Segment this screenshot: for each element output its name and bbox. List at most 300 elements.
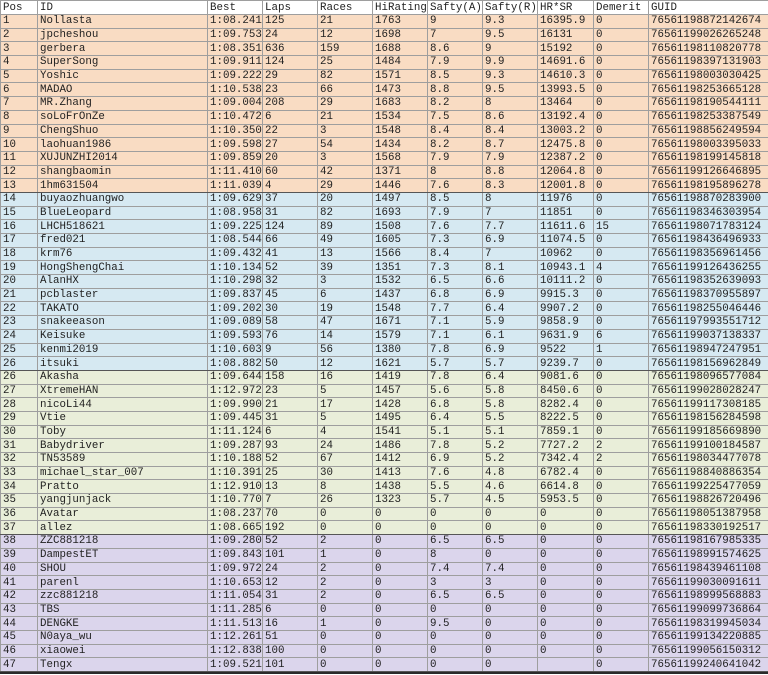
cell-saftya[interactable]: 0 xyxy=(428,603,483,617)
cell-guid[interactable]: 76561198370955897 xyxy=(649,288,768,302)
cell-laps[interactable]: 6 xyxy=(263,425,318,439)
cell-demerit[interactable]: 0 xyxy=(594,384,649,398)
cell-hirating[interactable]: 1671 xyxy=(373,316,428,330)
cell-guid[interactable]: 76561199185669890 xyxy=(649,425,768,439)
cell-guid[interactable]: 76561198840886354 xyxy=(649,466,768,480)
cell-pos[interactable]: 17 xyxy=(1,234,38,248)
cell-pos[interactable]: 35 xyxy=(1,494,38,508)
cell-demerit[interactable]: 0 xyxy=(594,521,649,535)
cell-demerit[interactable]: 6 xyxy=(594,329,649,343)
cell-laps[interactable]: 16 xyxy=(263,617,318,631)
cell-hrsr[interactable]: 7859.1 xyxy=(538,425,594,439)
cell-hrsr[interactable]: 11611.6 xyxy=(538,220,594,234)
cell-best[interactable]: 1:09.843 xyxy=(208,548,263,562)
cell-hirating[interactable]: 1486 xyxy=(373,439,428,453)
cell-saftya[interactable]: 8 xyxy=(428,165,483,179)
cell-saftyr[interactable]: 6.6 xyxy=(483,275,538,289)
cell-laps[interactable]: 101 xyxy=(263,548,318,562)
cell-best[interactable]: 1:08.237 xyxy=(208,507,263,521)
cell-saftya[interactable]: 8.5 xyxy=(428,192,483,206)
cell-saftyr[interactable]: 7 xyxy=(483,247,538,261)
column-header-best[interactable]: Best xyxy=(208,1,263,15)
cell-id[interactable]: TN53589 xyxy=(38,453,208,467)
cell-saftya[interactable]: 8 xyxy=(428,548,483,562)
cell-laps[interactable]: 6 xyxy=(263,110,318,124)
cell-hirating[interactable]: 1763 xyxy=(373,15,428,29)
cell-hrsr[interactable]: 12001.8 xyxy=(538,179,594,193)
cell-demerit[interactable]: 0 xyxy=(594,179,649,193)
cell-laps[interactable]: 30 xyxy=(263,302,318,316)
cell-best[interactable]: 1:10.350 xyxy=(208,124,263,138)
cell-saftyr[interactable]: 7.9 xyxy=(483,151,538,165)
cell-saftya[interactable]: 7.6 xyxy=(428,466,483,480)
cell-pos[interactable]: 43 xyxy=(1,603,38,617)
cell-saftyr[interactable]: 4.8 xyxy=(483,466,538,480)
cell-guid[interactable]: 76561198319945034 xyxy=(649,617,768,631)
cell-saftyr[interactable]: 6.9 xyxy=(483,234,538,248)
cell-hrsr[interactable]: 10962 xyxy=(538,247,594,261)
cell-best[interactable]: 1:11.513 xyxy=(208,617,263,631)
column-header-saftya[interactable]: Safty(A) xyxy=(428,1,483,15)
cell-guid[interactable]: 76561198003030425 xyxy=(649,69,768,83)
cell-guid[interactable]: 76561198346303954 xyxy=(649,206,768,220)
cell-races[interactable]: 19 xyxy=(318,302,373,316)
cell-guid[interactable]: 76561198397131903 xyxy=(649,56,768,70)
cell-pos[interactable]: 26 xyxy=(1,370,38,384)
cell-hirating[interactable]: 0 xyxy=(373,507,428,521)
cell-hirating[interactable]: 1446 xyxy=(373,179,428,193)
cell-id[interactable]: soLoFrOnZe xyxy=(38,110,208,124)
cell-guid[interactable]: 76561198110820778 xyxy=(649,42,768,56)
cell-pos[interactable]: 42 xyxy=(1,589,38,603)
cell-guid[interactable]: 76561199030091611 xyxy=(649,576,768,590)
cell-saftya[interactable]: 0 xyxy=(428,521,483,535)
cell-hirating[interactable]: 1323 xyxy=(373,494,428,508)
cell-best[interactable]: 1:09.972 xyxy=(208,562,263,576)
cell-saftyr[interactable]: 6.5 xyxy=(483,535,538,549)
cell-demerit[interactable]: 4 xyxy=(594,261,649,275)
cell-hrsr[interactable] xyxy=(538,658,594,672)
cell-saftyr[interactable]: 9.3 xyxy=(483,15,538,29)
cell-best[interactable]: 1:12.972 xyxy=(208,384,263,398)
cell-hirating[interactable]: 1571 xyxy=(373,69,428,83)
cell-demerit[interactable]: 0 xyxy=(594,507,649,521)
cell-hrsr[interactable]: 9915.3 xyxy=(538,288,594,302)
cell-saftya[interactable]: 3 xyxy=(428,576,483,590)
cell-saftya[interactable]: 5.6 xyxy=(428,384,483,398)
cell-demerit[interactable]: 0 xyxy=(594,151,649,165)
cell-saftyr[interactable]: 8 xyxy=(483,192,538,206)
cell-pos[interactable]: 9 xyxy=(1,124,38,138)
cell-pos[interactable]: 21 xyxy=(1,288,38,302)
cell-pos[interactable]: 25 xyxy=(1,343,38,357)
cell-hrsr[interactable]: 0 xyxy=(538,603,594,617)
cell-saftya[interactable]: 7.3 xyxy=(428,234,483,248)
cell-races[interactable]: 20 xyxy=(318,192,373,206)
cell-best[interactable]: 1:09.629 xyxy=(208,192,263,206)
cell-guid[interactable]: 76561198167985335 xyxy=(649,535,768,549)
cell-hirating[interactable]: 1534 xyxy=(373,110,428,124)
cell-saftyr[interactable]: 5.9 xyxy=(483,316,538,330)
cell-saftyr[interactable]: 0 xyxy=(483,521,538,535)
cell-pos[interactable]: 23 xyxy=(1,316,38,330)
cell-laps[interactable]: 31 xyxy=(263,589,318,603)
cell-saftya[interactable]: 0 xyxy=(428,644,483,658)
cell-pos[interactable]: 13 xyxy=(1,179,38,193)
cell-pos[interactable]: 28 xyxy=(1,398,38,412)
cell-hrsr[interactable]: 13464 xyxy=(538,97,594,111)
cell-pos[interactable]: 5 xyxy=(1,69,38,83)
cell-guid[interactable]: 76561198947247951 xyxy=(649,343,768,357)
cell-hrsr[interactable]: 13003.2 xyxy=(538,124,594,138)
cell-saftya[interactable]: 6.8 xyxy=(428,288,483,302)
cell-hrsr[interactable]: 7342.4 xyxy=(538,453,594,467)
cell-guid[interactable]: 76561199056150312 xyxy=(649,644,768,658)
cell-saftya[interactable]: 6.4 xyxy=(428,411,483,425)
cell-best[interactable]: 1:09.859 xyxy=(208,151,263,165)
cell-guid[interactable]: 76561198856249594 xyxy=(649,124,768,138)
cell-hrsr[interactable]: 0 xyxy=(538,576,594,590)
cell-best[interactable]: 1:09.202 xyxy=(208,302,263,316)
cell-demerit[interactable]: 0 xyxy=(594,247,649,261)
cell-guid[interactable]: 76561198195896278 xyxy=(649,179,768,193)
cell-guid[interactable]: 76561198156962849 xyxy=(649,357,768,371)
cell-saftyr[interactable]: 9.9 xyxy=(483,56,538,70)
cell-best[interactable]: 1:09.432 xyxy=(208,247,263,261)
cell-hrsr[interactable]: 9858.9 xyxy=(538,316,594,330)
cell-best[interactable]: 1:11.124 xyxy=(208,425,263,439)
cell-saftyr[interactable]: 6.4 xyxy=(483,370,538,384)
column-header-id[interactable]: ID xyxy=(38,1,208,15)
cell-pos[interactable]: 37 xyxy=(1,521,38,535)
cell-guid[interactable]: 76561199037138337 xyxy=(649,329,768,343)
cell-pos[interactable]: 31 xyxy=(1,439,38,453)
cell-laps[interactable]: 124 xyxy=(263,56,318,70)
cell-saftyr[interactable]: 5.7 xyxy=(483,357,538,371)
column-header-races[interactable]: Races xyxy=(318,1,373,15)
cell-races[interactable]: 3 xyxy=(318,124,373,138)
cell-demerit[interactable]: 0 xyxy=(594,562,649,576)
cell-guid[interactable]: 76561198330192517 xyxy=(649,521,768,535)
cell-races[interactable]: 14 xyxy=(318,329,373,343)
cell-hirating[interactable]: 1497 xyxy=(373,192,428,206)
cell-saftya[interactable]: 8.5 xyxy=(428,69,483,83)
cell-races[interactable]: 0 xyxy=(318,644,373,658)
cell-saftya[interactable]: 6.5 xyxy=(428,589,483,603)
cell-races[interactable]: 2 xyxy=(318,535,373,549)
cell-best[interactable]: 1:09.287 xyxy=(208,439,263,453)
cell-laps[interactable]: 22 xyxy=(263,124,318,138)
cell-hrsr[interactable]: 7727.2 xyxy=(538,439,594,453)
cell-pos[interactable]: 10 xyxy=(1,138,38,152)
cell-pos[interactable]: 45 xyxy=(1,630,38,644)
cell-best[interactable]: 1:10.653 xyxy=(208,576,263,590)
cell-saftya[interactable]: 6.5 xyxy=(428,275,483,289)
cell-pos[interactable]: 7 xyxy=(1,97,38,111)
cell-laps[interactable]: 32 xyxy=(263,275,318,289)
cell-saftya[interactable]: 9 xyxy=(428,15,483,29)
cell-races[interactable]: 82 xyxy=(318,206,373,220)
cell-id[interactable]: SuperSong xyxy=(38,56,208,70)
cell-saftya[interactable]: 6.8 xyxy=(428,398,483,412)
cell-laps[interactable]: 192 xyxy=(263,521,318,535)
cell-best[interactable]: 1:11.410 xyxy=(208,165,263,179)
cell-best[interactable]: 1:12.910 xyxy=(208,480,263,494)
cell-saftya[interactable]: 5.1 xyxy=(428,425,483,439)
cell-saftyr[interactable]: 8.1 xyxy=(483,261,538,275)
cell-hirating[interactable]: 1419 xyxy=(373,370,428,384)
cell-hirating[interactable]: 0 xyxy=(373,535,428,549)
cell-saftyr[interactable]: 0 xyxy=(483,617,538,631)
cell-laps[interactable]: 50 xyxy=(263,357,318,371)
cell-hirating[interactable]: 1508 xyxy=(373,220,428,234)
cell-id[interactable]: Akasha xyxy=(38,370,208,384)
cell-pos[interactable]: 4 xyxy=(1,56,38,70)
cell-hirating[interactable]: 1351 xyxy=(373,261,428,275)
cell-races[interactable]: 21 xyxy=(318,15,373,29)
cell-demerit[interactable]: 0 xyxy=(594,370,649,384)
cell-laps[interactable]: 25 xyxy=(263,466,318,480)
cell-hrsr[interactable]: 0 xyxy=(538,535,594,549)
cell-saftya[interactable]: 7.7 xyxy=(428,302,483,316)
cell-guid[interactable]: 76561199126436255 xyxy=(649,261,768,275)
cell-races[interactable]: 30 xyxy=(318,466,373,480)
cell-laps[interactable]: 66 xyxy=(263,234,318,248)
cell-demerit[interactable]: 2 xyxy=(594,453,649,467)
cell-hirating[interactable]: 1548 xyxy=(373,302,428,316)
cell-pos[interactable]: 32 xyxy=(1,453,38,467)
cell-saftyr[interactable]: 0 xyxy=(483,630,538,644)
cell-hrsr[interactable]: 9081.6 xyxy=(538,370,594,384)
cell-saftya[interactable]: 7.9 xyxy=(428,56,483,70)
cell-saftyr[interactable]: 6.1 xyxy=(483,329,538,343)
cell-laps[interactable]: 41 xyxy=(263,247,318,261)
cell-hirating[interactable]: 0 xyxy=(373,630,428,644)
cell-demerit[interactable]: 0 xyxy=(594,97,649,111)
cell-guid[interactable]: 76561198096577084 xyxy=(649,370,768,384)
cell-saftyr[interactable]: 6.9 xyxy=(483,288,538,302)
cell-best[interactable]: 1:09.593 xyxy=(208,329,263,343)
cell-guid[interactable]: 76561197993551712 xyxy=(649,316,768,330)
cell-races[interactable]: 21 xyxy=(318,110,373,124)
cell-id[interactable]: AlanHX xyxy=(38,275,208,289)
cell-hrsr[interactable]: 13192.4 xyxy=(538,110,594,124)
cell-best[interactable]: 1:09.225 xyxy=(208,220,263,234)
cell-hrsr[interactable]: 9907.2 xyxy=(538,302,594,316)
cell-pos[interactable]: 24 xyxy=(1,329,38,343)
cell-hirating[interactable]: 1566 xyxy=(373,247,428,261)
cell-hirating[interactable]: 1413 xyxy=(373,466,428,480)
cell-laps[interactable]: 37 xyxy=(263,192,318,206)
cell-races[interactable]: 3 xyxy=(318,275,373,289)
cell-hirating[interactable]: 1434 xyxy=(373,138,428,152)
cell-id[interactable]: Yoshic xyxy=(38,69,208,83)
cell-laps[interactable]: 31 xyxy=(263,206,318,220)
cell-hrsr[interactable]: 8450.6 xyxy=(538,384,594,398)
cell-guid[interactable]: 76561198872142674 xyxy=(649,15,768,29)
cell-races[interactable]: 26 xyxy=(318,494,373,508)
cell-hirating[interactable]: 1412 xyxy=(373,453,428,467)
cell-guid[interactable]: 76561198199145818 xyxy=(649,151,768,165)
cell-guid[interactable]: 76561198999568883 xyxy=(649,589,768,603)
cell-demerit[interactable]: 0 xyxy=(594,658,649,672)
cell-saftya[interactable]: 7 xyxy=(428,28,483,42)
cell-races[interactable]: 4 xyxy=(318,425,373,439)
cell-laps[interactable]: 52 xyxy=(263,535,318,549)
cell-saftyr[interactable]: 8 xyxy=(483,97,538,111)
cell-best[interactable]: 1:09.445 xyxy=(208,411,263,425)
cell-hirating[interactable]: 1688 xyxy=(373,42,428,56)
cell-demerit[interactable]: 15 xyxy=(594,220,649,234)
cell-best[interactable]: 1:08.544 xyxy=(208,234,263,248)
cell-saftyr[interactable]: 8.4 xyxy=(483,124,538,138)
cell-saftya[interactable]: 7.6 xyxy=(428,220,483,234)
cell-hrsr[interactable]: 9522 xyxy=(538,343,594,357)
cell-pos[interactable]: 20 xyxy=(1,275,38,289)
cell-demerit[interactable]: 0 xyxy=(594,630,649,644)
cell-demerit[interactable]: 0 xyxy=(594,589,649,603)
cell-best[interactable]: 1:10.770 xyxy=(208,494,263,508)
cell-saftya[interactable]: 7.5 xyxy=(428,110,483,124)
cell-races[interactable]: 1 xyxy=(318,617,373,631)
cell-hrsr[interactable]: 11976 xyxy=(538,192,594,206)
cell-pos[interactable]: 15 xyxy=(1,206,38,220)
cell-best[interactable]: 1:09.911 xyxy=(208,56,263,70)
cell-races[interactable]: 82 xyxy=(318,69,373,83)
cell-id[interactable]: michael_star_007 xyxy=(38,466,208,480)
cell-races[interactable]: 0 xyxy=(318,658,373,672)
cell-races[interactable]: 24 xyxy=(318,439,373,453)
cell-hrsr[interactable]: 10943.1 xyxy=(538,261,594,275)
cell-guid[interactable]: 76561199099736864 xyxy=(649,603,768,617)
cell-hrsr[interactable]: 16131 xyxy=(538,28,594,42)
cell-demerit[interactable]: 0 xyxy=(594,316,649,330)
cell-guid[interactable]: 76561198190544111 xyxy=(649,97,768,111)
cell-hrsr[interactable]: 12064.8 xyxy=(538,165,594,179)
column-header-guid[interactable]: GUID xyxy=(649,1,768,15)
cell-saftya[interactable]: 0 xyxy=(428,658,483,672)
cell-best[interactable]: 1:10.188 xyxy=(208,453,263,467)
cell-laps[interactable]: 124 xyxy=(263,220,318,234)
cell-hirating[interactable]: 1568 xyxy=(373,151,428,165)
cell-saftyr[interactable]: 7.4 xyxy=(483,562,538,576)
cell-hrsr[interactable]: 15192 xyxy=(538,42,594,56)
cell-hirating[interactable]: 1428 xyxy=(373,398,428,412)
cell-pos[interactable]: 34 xyxy=(1,480,38,494)
cell-laps[interactable]: 45 xyxy=(263,288,318,302)
cell-saftya[interactable]: 9.5 xyxy=(428,617,483,631)
cell-guid[interactable]: 76561198156284598 xyxy=(649,411,768,425)
cell-guid[interactable]: 76561198003395033 xyxy=(649,138,768,152)
cell-pos[interactable]: 30 xyxy=(1,425,38,439)
cell-demerit[interactable]: 0 xyxy=(594,357,649,371)
cell-saftya[interactable]: 5.7 xyxy=(428,494,483,508)
cell-demerit[interactable]: 0 xyxy=(594,302,649,316)
cell-races[interactable]: 39 xyxy=(318,261,373,275)
cell-races[interactable]: 159 xyxy=(318,42,373,56)
cell-id[interactable]: LHCH518621 xyxy=(38,220,208,234)
cell-races[interactable]: 0 xyxy=(318,630,373,644)
cell-hrsr[interactable]: 8222.5 xyxy=(538,411,594,425)
cell-best[interactable]: 1:09.222 xyxy=(208,69,263,83)
cell-saftyr[interactable]: 5.2 xyxy=(483,453,538,467)
cell-id[interactable]: Avatar xyxy=(38,507,208,521)
cell-laps[interactable]: 23 xyxy=(263,83,318,97)
cell-hirating[interactable]: 1438 xyxy=(373,480,428,494)
cell-id[interactable]: TBS xyxy=(38,603,208,617)
cell-pos[interactable]: 26 xyxy=(1,357,38,371)
cell-hirating[interactable]: 0 xyxy=(373,617,428,631)
cell-laps[interactable]: 208 xyxy=(263,97,318,111)
cell-races[interactable]: 2 xyxy=(318,589,373,603)
cell-races[interactable]: 29 xyxy=(318,179,373,193)
cell-id[interactable]: parenl xyxy=(38,576,208,590)
cell-pos[interactable]: 12 xyxy=(1,165,38,179)
column-header-pos[interactable]: Pos xyxy=(1,1,38,15)
cell-demerit[interactable]: 0 xyxy=(594,275,649,289)
cell-hrsr[interactable]: 11851 xyxy=(538,206,594,220)
cell-hirating[interactable]: 1473 xyxy=(373,83,428,97)
cell-best[interactable]: 1:11.054 xyxy=(208,589,263,603)
cell-saftya[interactable]: 6.5 xyxy=(428,535,483,549)
column-header-demerit[interactable]: Demerit xyxy=(594,1,649,15)
cell-guid[interactable]: 76561198352639093 xyxy=(649,275,768,289)
cell-hrsr[interactable]: 0 xyxy=(538,617,594,631)
cell-hirating[interactable]: 0 xyxy=(373,548,428,562)
cell-best[interactable]: 1:09.753 xyxy=(208,28,263,42)
cell-races[interactable]: 17 xyxy=(318,398,373,412)
cell-guid[interactable]: 76561198051387958 xyxy=(649,507,768,521)
cell-guid[interactable]: 76561199100184587 xyxy=(649,439,768,453)
cell-id[interactable]: allez xyxy=(38,521,208,535)
cell-id[interactable]: Tengx xyxy=(38,658,208,672)
cell-laps[interactable]: 29 xyxy=(263,69,318,83)
cell-id[interactable]: 1hm631504 xyxy=(38,179,208,193)
cell-hirating[interactable]: 1380 xyxy=(373,343,428,357)
cell-laps[interactable]: 4 xyxy=(263,179,318,193)
cell-id[interactable]: snakeeason xyxy=(38,316,208,330)
cell-saftyr[interactable]: 5.1 xyxy=(483,425,538,439)
cell-saftyr[interactable]: 9 xyxy=(483,42,538,56)
cell-demerit[interactable]: 0 xyxy=(594,548,649,562)
cell-hrsr[interactable]: 16395.9 xyxy=(538,15,594,29)
cell-saftyr[interactable]: 6.5 xyxy=(483,589,538,603)
cell-id[interactable]: BlueLeopard xyxy=(38,206,208,220)
cell-saftyr[interactable]: 3 xyxy=(483,576,538,590)
cell-races[interactable]: 12 xyxy=(318,357,373,371)
cell-id[interactable]: HongShengChai xyxy=(38,261,208,275)
cell-id[interactable]: Vtie xyxy=(38,411,208,425)
cell-id[interactable]: XtremeHAN xyxy=(38,384,208,398)
cell-saftyr[interactable]: 5.8 xyxy=(483,384,538,398)
cell-best[interactable]: 1:11.039 xyxy=(208,179,263,193)
cell-saftyr[interactable]: 7 xyxy=(483,206,538,220)
cell-laps[interactable]: 12 xyxy=(263,576,318,590)
cell-best[interactable]: 1:10.472 xyxy=(208,110,263,124)
cell-races[interactable]: 6 xyxy=(318,288,373,302)
cell-pos[interactable]: 6 xyxy=(1,83,38,97)
cell-id[interactable]: gerbera xyxy=(38,42,208,56)
cell-demerit[interactable]: 1 xyxy=(594,343,649,357)
cell-pos[interactable]: 22 xyxy=(1,302,38,316)
cell-id[interactable]: zzc881218 xyxy=(38,589,208,603)
cell-laps[interactable]: 51 xyxy=(263,630,318,644)
cell-laps[interactable]: 636 xyxy=(263,42,318,56)
cell-saftyr[interactable]: 8.7 xyxy=(483,138,538,152)
cell-guid[interactable]: 76561198356961456 xyxy=(649,247,768,261)
cell-saftyr[interactable]: 0 xyxy=(483,644,538,658)
cell-pos[interactable]: 39 xyxy=(1,548,38,562)
